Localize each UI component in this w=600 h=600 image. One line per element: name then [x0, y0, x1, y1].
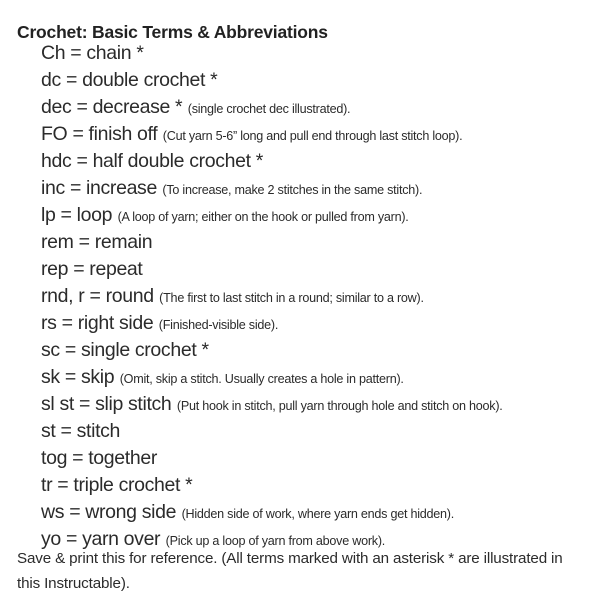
abbreviation-row	[41, 391, 586, 418]
abbreviation-term: ws = wrong side	[41, 501, 177, 523]
abbreviation-note: (A loop of yarn; either on the hook or pulled from yarn).	[117, 210, 409, 224]
abbreviation-row	[41, 229, 586, 256]
abbreviation-row	[41, 445, 586, 472]
abbreviation-row	[41, 364, 586, 391]
page-title: Crochet: Basic Terms & Abbreviations	[17, 21, 328, 42]
abbreviation-term: sc = single crochet *	[41, 339, 209, 361]
abbreviation-list	[41, 40, 586, 553]
abbreviation-row	[41, 310, 586, 337]
abbreviation-term: inc = increase	[41, 177, 157, 199]
abbreviation-note: (Hidden side of work, where yarn ends get hidden).	[181, 507, 454, 521]
abbreviation-row	[41, 499, 586, 526]
abbreviation-note: (Pick up a loop of yarn from above work).	[165, 534, 386, 548]
abbreviation-term: rnd, r = round	[41, 285, 154, 307]
abbreviation-term: tr = triple crochet *	[41, 474, 193, 496]
abbreviation-row	[41, 337, 586, 364]
abbreviation-row	[41, 283, 586, 310]
abbreviation-note: (Omit, skip a stitch. Usually creates a hole in pattern).	[119, 372, 404, 386]
abbreviation-term: st = stitch	[41, 420, 121, 442]
abbreviation-term: dec = decrease *	[41, 96, 183, 118]
abbreviation-row	[41, 175, 586, 202]
abbreviation-row	[41, 67, 586, 94]
abbreviation-term: tog = together	[41, 447, 157, 469]
abbreviation-row	[41, 256, 586, 283]
abbreviation-row	[41, 202, 586, 229]
abbreviation-note: (single crochet dec illustrated).	[187, 102, 351, 116]
abbreviation-term: rep = repeat	[41, 258, 143, 280]
abbreviation-term: yo = yarn over	[41, 528, 161, 550]
abbreviation-term: hdc = half double crochet *	[41, 150, 263, 172]
abbreviation-note: (Finished-visible side).	[158, 318, 279, 332]
abbreviation-term: rs = right side	[41, 312, 154, 334]
abbreviation-term: sk = skip	[41, 366, 115, 388]
abbreviation-term: sl st = slip stitch	[41, 393, 172, 415]
abbreviation-term: Ch = chain *	[41, 42, 144, 64]
abbreviation-term: lp = loop	[41, 204, 113, 226]
abbreviation-row	[41, 148, 586, 175]
abbreviation-row	[41, 472, 586, 499]
abbreviation-row	[41, 418, 586, 445]
footer-note: Save & print this for reference. (All terms marked with an asterisk * are illustrated in this Instructable).	[17, 550, 563, 592]
abbreviation-note: (The first to last stitch in a round; similar to a row).	[159, 291, 424, 305]
abbreviation-note: (Put hook in stitch, pull yarn through hole and stitch on hook).	[176, 399, 503, 413]
abbreviation-row	[41, 121, 586, 148]
abbreviation-row	[41, 94, 586, 121]
abbreviation-row	[41, 40, 586, 67]
abbreviation-term: dc = double crochet *	[41, 69, 218, 91]
abbreviation-term: FO = finish off	[41, 123, 158, 145]
abbreviation-note: (To increase, make 2 stitches in the same stitch).	[162, 183, 423, 197]
abbreviation-note: (Cut yarn 5-6” long and pull end through last stitch loop).	[162, 129, 463, 143]
abbreviation-term: rem = remain	[41, 231, 153, 253]
